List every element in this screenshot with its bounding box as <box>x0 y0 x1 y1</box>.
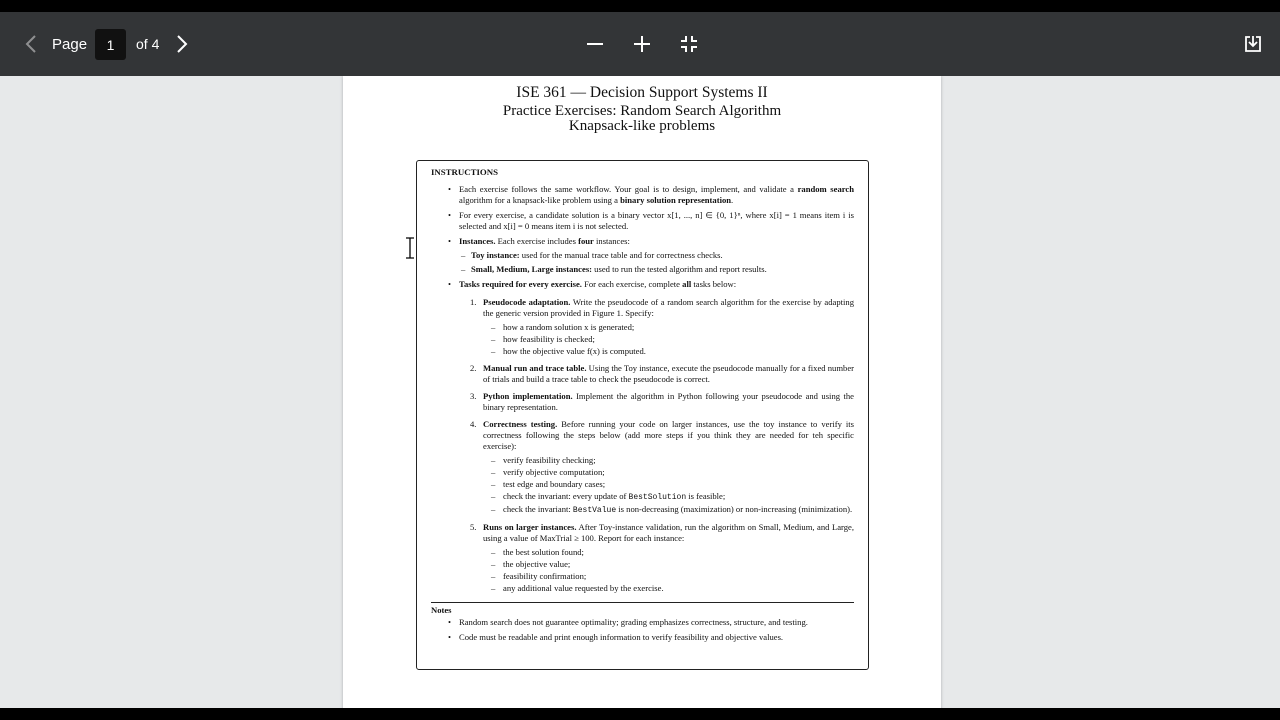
pdf-page <box>343 76 941 708</box>
note-item: • Random search does not guarantee optimality; grading emphasizes correctness, structure, and testing. <box>431 617 854 628</box>
task-subitem: – check the invariant: every update of BestSolution is feasible; <box>491 491 854 503</box>
chevron-right-icon <box>175 34 189 54</box>
instruction-instances: • Instances. Each exercise includes four instances: – Toy instance: used for the manual trace table and for correctness checks. – Small, Medium, Large instances: used to run the tested algorithm and report results. <box>431 236 854 275</box>
task-subitem: – the objective value; <box>491 559 854 570</box>
zoom-in-button[interactable] <box>627 28 657 60</box>
page-label: Page <box>52 36 88 53</box>
instructions-box <box>416 160 869 670</box>
task-item: 3. Python implementation. Implement the algorithm in Python following your pseudocode and using the binary representation. <box>470 391 854 412</box>
zoom-out-icon <box>586 35 604 53</box>
task-subitem: – check the invariant: BestValue is non-decreasing (maximization) or non-increasing (minimization). <box>491 504 854 516</box>
download-icon <box>1244 35 1262 53</box>
next-page-button[interactable] <box>168 28 196 60</box>
task-item: 4. Correctness testing. Before running your code on larger instances, use the toy instance to verify its correctness following the steps below (add more steps if you think they are needed for teh specific exercise): – verify feasibility checking; – verify objective computation; – test edge and boundary cases; – check the invariant: every update of BestSolution is feasible; – check the invariant: BestValue is non-decreasing (maximization) or non-increasing (minimization). <box>459 419 854 516</box>
page-title: ISE 361 — Decision Support Systems II <box>516 84 768 101</box>
page-number-input[interactable] <box>95 29 126 60</box>
task-item: 1. Pseudocode adaptation. Write the pseudocode of a random search algorithm for the exercise by adapting the generic version provided in Figure 1. Specify: – how a random solution x is generated; – how feasibility is checked; – how the objective value f(x) is computed. <box>459 297 854 357</box>
instance-toy: – Toy instance: used for the manual trace table and for correctness checks. <box>459 250 854 261</box>
page-count: of 4 <box>136 36 160 52</box>
bottom-strip <box>0 708 1280 720</box>
task-item: 2. Manual run and trace table. Using the Toy instance, execute the pseudocode manually for a fixed number of trials and build a trace table to check the pseudocode is correct. <box>470 363 854 384</box>
instruction-workflow: • Each exercise follows the same workflow. Your goal is to design, implement, and validate a random search algorithm for a knapsack-like problem using a binary solution representation. <box>431 184 854 206</box>
zoom-in-icon <box>633 35 651 53</box>
document-viewer[interactable] <box>0 76 1280 708</box>
top-strip <box>0 0 1280 12</box>
text-cursor-icon <box>404 236 416 260</box>
instruction-tasks: • Tasks required for every exercise. For each exercise, complete all tasks below: 1. Pseudocode adaptation. Write the pseudocode of a random search algorithm for the exercise by adapting the generic version provided in Figure 1. Specify: – how a random solution x is generated; – how feasibility is checked; – how the objective value f(x) is computed. 2. Manual run and trace table. Using the Toy instance, execute the pseudocode manually for a fixed number of trials and build a trace table to check the pseudocode is correct. 3. Python implementation. Implement the algorithm in Python following your pseudocode and using the binary representation. 4. Correctness testing. Before running your code on larger instances, use the toy instance to verify its correctness following the steps below (add more steps if you think they are needed for teh specific exercise): – verify feasibility checking; – verify objective computation; – test edge and boundary cases; – check the invariant: every update of BestSolution is feasible; – check the invariant: BestValue is non-decreasing (maximization) or non-increasing (minimization). 5. Runs on larger instances. After Toy-instance validation, run the algorithm on Small, Medium, and Large, using a value of MaxTrial ≥ 100. Report for each instance: – the best solution found; – the objective value; – feasibility confirmation; – any additional value requested by the exercise. <box>431 279 854 594</box>
chevron-left-icon <box>24 34 38 54</box>
task-item: 5. Runs on larger instances. After Toy-instance validation, run the algorithm on Small, Medium, and Large, using a value of MaxTrial ≥ 100. Report for each instance: – the best solution found; – the objective value; – feasibility confirmation; – any additional value requested by the exercise. <box>459 522 854 594</box>
task-subitem: – the best solution found; <box>491 547 854 558</box>
task-subitem: – how the objective value f(x) is computed. <box>491 346 854 357</box>
task-subitem: – verify objective computation; <box>491 467 854 478</box>
notes-header: Notes <box>431 605 452 615</box>
page-subtitle: Practice Exercises: Random Search Algorithm <box>502 103 782 119</box>
instruction-binary-vector: • For every exercise, a candidate solution is a binary vector x[1, ..., n] ∈ {0, 1}ⁿ, where x[i] = 1 means item i is selected and x[i] = 0 means item i is not selected. <box>431 210 854 232</box>
pdf-toolbar <box>0 12 1280 76</box>
download-button[interactable] <box>1238 28 1268 60</box>
task-subitem: – test edge and boundary cases; <box>491 479 854 490</box>
task-subitem: – how a random solution x is generated; <box>491 322 854 333</box>
zoom-out-button[interactable] <box>580 28 610 60</box>
note-item: • Code must be readable and print enough information to verify feasibility and objective values. <box>431 632 854 643</box>
fit-page-button[interactable] <box>674 28 704 60</box>
notes-section <box>431 602 854 643</box>
page-subtitle-secondary: Knapsack-like problems <box>568 118 716 134</box>
previous-page-button[interactable] <box>16 28 46 60</box>
task-subitem: – any additional value requested by the exercise. <box>491 583 854 594</box>
task-subitem: – verify feasibility checking; <box>491 455 854 466</box>
instance-small-medium-large: – Small, Medium, Large instances: used to run the tested algorithm and report results. <box>459 264 854 275</box>
fit-page-icon <box>680 35 698 53</box>
instructions-header: INSTRUCTIONS <box>431 167 498 177</box>
task-subitem: – how feasibility is checked; <box>491 334 854 345</box>
task-subitem: – feasibility confirmation; <box>491 571 854 582</box>
